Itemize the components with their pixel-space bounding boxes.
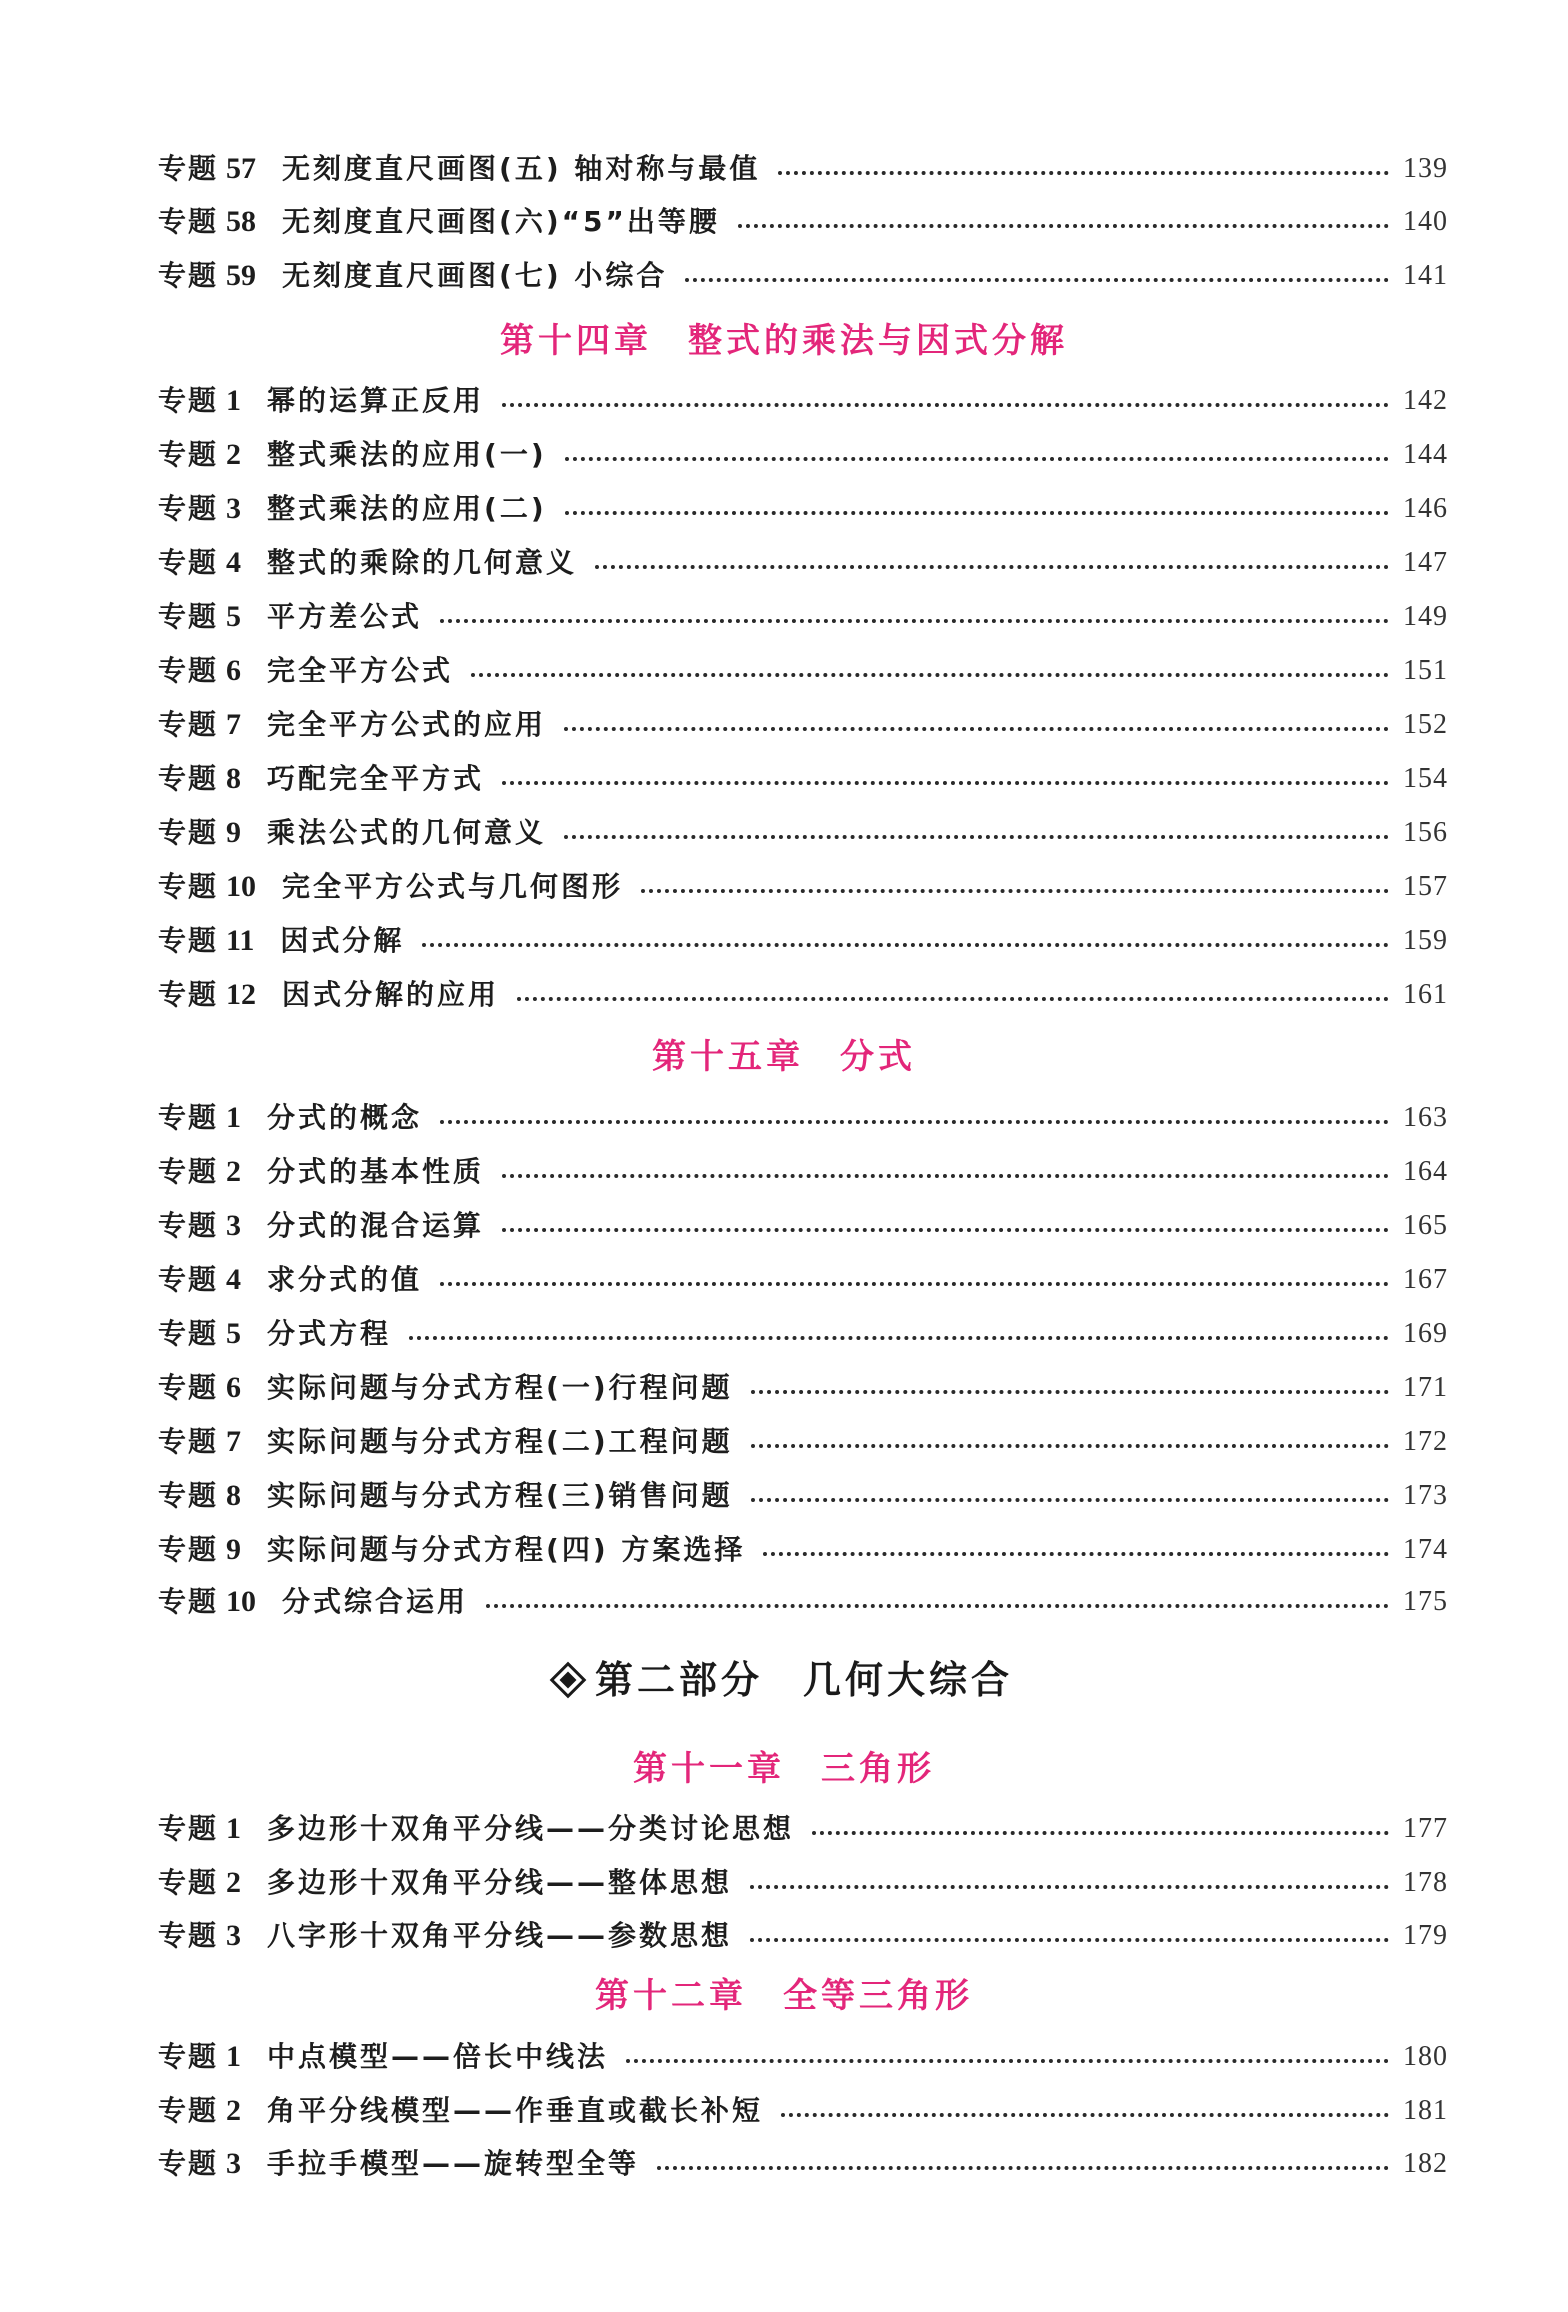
- entry-number: 3: [226, 1919, 242, 1952]
- entry-label: 专题: [158, 546, 219, 579]
- entry-label: 专题: [158, 492, 219, 525]
- entry-page-number: 161: [1403, 979, 1448, 1010]
- toc-entry[interactable]: [158, 1476, 1448, 1516]
- entry-label: 专题: [158, 1155, 219, 1188]
- entry-label: 专题: [158, 2040, 219, 2073]
- toc-entry[interactable]: [158, 256, 1448, 296]
- entry-title: 中点模型——倍长中线法: [267, 2040, 609, 2073]
- entry-number: 2: [226, 438, 242, 471]
- entry-page-number: 159: [1403, 925, 1448, 956]
- entry-page-number: 172: [1403, 1426, 1448, 1457]
- entry-title: 角平分线模型——作垂直或截长补短: [267, 2094, 764, 2127]
- entry-number: 58: [226, 205, 257, 238]
- entry-number: 5: [226, 600, 242, 633]
- toc-entry[interactable]: [158, 651, 1448, 691]
- toc-entry[interactable]: [158, 1530, 1448, 1570]
- entry-page-number: 181: [1403, 2095, 1448, 2126]
- entry-label: 专题: [158, 1479, 219, 1512]
- entry-page-number: 177: [1403, 1813, 1448, 1844]
- entry-page-number: 175: [1403, 1586, 1448, 1617]
- toc-entry[interactable]: [158, 1916, 1448, 1956]
- entry-number: 12: [226, 978, 257, 1011]
- entry-page-number: 169: [1403, 1318, 1448, 1349]
- entry-title: 求分式的值: [267, 1263, 423, 1296]
- entry-number: 2: [226, 2094, 242, 2127]
- dot-leader: [751, 1390, 1389, 1394]
- entry-number: 57: [226, 152, 257, 185]
- entry-label: 专题: [158, 654, 219, 687]
- entry-title: 无刻度直尺画图(七) 小综合: [282, 259, 668, 292]
- entry-title: 分式的概念: [267, 1101, 423, 1134]
- entry-page-number: 171: [1403, 1372, 1448, 1403]
- entry-page-number: 163: [1403, 1102, 1448, 1133]
- entry-label: 专题: [158, 1585, 219, 1618]
- entry-label: 专题: [158, 1425, 219, 1458]
- entry-label: 专题: [158, 2094, 219, 2127]
- dot-leader: [778, 171, 1389, 175]
- entry-number: 59: [226, 259, 257, 292]
- dot-leader: [685, 278, 1389, 282]
- chapter-heading: [0, 1974, 1568, 2018]
- entry-title: 完全平方公式与几何图形: [282, 870, 624, 903]
- entry-title: 实际问题与分式方程(二)工程问题: [267, 1425, 733, 1458]
- chapter-heading: [0, 319, 1568, 363]
- part-title: 几何大综合: [803, 1658, 1014, 1702]
- entry-label: 专题: [158, 1371, 219, 1404]
- dot-leader: [440, 619, 1389, 623]
- dot-leader: [763, 1552, 1389, 1556]
- dot-leader: [471, 673, 1389, 677]
- entry-page-number: 146: [1403, 493, 1448, 524]
- entry-page-number: 140: [1403, 206, 1448, 237]
- entry-title: 乘法公式的几何意义: [267, 816, 547, 849]
- chapter-title: 分式: [840, 1037, 916, 1077]
- diamond-bullet-icon: [550, 1661, 587, 1698]
- entry-label: 专题: [158, 1533, 219, 1566]
- entry-number: 7: [226, 708, 242, 741]
- chapter-heading: [0, 1747, 1568, 1791]
- entry-number: 3: [226, 492, 242, 525]
- entry-number: 11: [226, 924, 255, 957]
- entry-number: 9: [226, 1533, 242, 1566]
- entry-page-number: 180: [1403, 2041, 1448, 2072]
- dot-leader: [486, 1604, 1389, 1608]
- entry-title: 多边形十双角平分线——分类讨论思想: [267, 1812, 795, 1845]
- entry-page-number: 174: [1403, 1534, 1448, 1565]
- toc-entry[interactable]: [158, 1863, 1448, 1903]
- dot-leader: [626, 2059, 1389, 2063]
- part-number: 第二部分: [594, 1658, 763, 1702]
- entry-title: 分式的基本性质: [267, 1155, 485, 1188]
- entry-number: 8: [226, 762, 242, 795]
- toc-entry[interactable]: [158, 381, 1448, 421]
- dot-leader: [812, 1831, 1389, 1835]
- dot-leader: [565, 457, 1389, 461]
- dot-leader: [440, 1120, 1389, 1124]
- dot-leader: [781, 2113, 1389, 2117]
- entry-title: 因式分解: [280, 924, 405, 957]
- entry-title: 因式分解的应用: [282, 978, 500, 1011]
- entry-number: 4: [226, 546, 242, 579]
- entry-number: 2: [226, 1866, 242, 1899]
- toc-entry[interactable]: [158, 2144, 1448, 2184]
- toc-entry[interactable]: [158, 1260, 1448, 1300]
- entry-label: 专题: [158, 924, 219, 957]
- entry-number: 1: [226, 384, 242, 417]
- toc-entry[interactable]: [158, 1206, 1448, 1246]
- dot-leader: [595, 565, 1389, 569]
- dot-leader: [657, 2166, 1389, 2170]
- entry-title: 无刻度直尺画图(六)“5”出等腰: [282, 205, 720, 238]
- entry-title: 完全平方公式的应用: [267, 708, 547, 741]
- dot-leader: [502, 403, 1389, 407]
- entry-title: 无刻度直尺画图(五) 轴对称与最值: [282, 152, 761, 185]
- toc-entry[interactable]: [158, 921, 1448, 961]
- dot-leader: [517, 997, 1389, 1001]
- toc-entry[interactable]: [158, 489, 1448, 529]
- entry-title: 整式乘法的应用(二): [267, 492, 547, 525]
- dot-leader: [564, 835, 1389, 839]
- entry-page-number: 139: [1403, 153, 1448, 184]
- entry-number: 10: [226, 1585, 257, 1618]
- chapter-title: 全等三角形: [783, 1976, 973, 2016]
- entry-title: 分式的混合运算: [267, 1209, 485, 1242]
- toc-entry[interactable]: [158, 435, 1448, 475]
- entry-label: 专题: [158, 152, 219, 185]
- entry-label: 专题: [158, 1317, 219, 1350]
- dot-leader: [750, 1885, 1389, 1889]
- entry-number: 6: [226, 654, 242, 687]
- chapter-number: 第十一章: [633, 1749, 785, 1789]
- entry-label: 专题: [158, 438, 219, 471]
- entry-page-number: 179: [1403, 1920, 1448, 1951]
- entry-label: 专题: [158, 1209, 219, 1242]
- entry-page-number: 149: [1403, 601, 1448, 632]
- toc-entry[interactable]: [158, 1422, 1448, 1462]
- dot-leader: [738, 224, 1389, 228]
- chapter-heading: [0, 1035, 1568, 1079]
- dot-leader: [641, 889, 1389, 893]
- entry-label: 专题: [158, 1919, 219, 1952]
- part-heading: [0, 1655, 1568, 1705]
- entry-label: 专题: [158, 870, 219, 903]
- entry-number: 1: [226, 2040, 242, 2073]
- toc-entry[interactable]: [158, 813, 1448, 853]
- chapter-number: 第十五章: [652, 1037, 804, 1077]
- entry-page-number: 147: [1403, 547, 1448, 578]
- entry-number: 4: [226, 1263, 242, 1296]
- toc-entry[interactable]: [158, 597, 1448, 637]
- entry-title: 巧配完全平方式: [267, 762, 485, 795]
- entry-number: 9: [226, 816, 242, 849]
- entry-label: 专题: [158, 762, 219, 795]
- entry-page-number: 156: [1403, 817, 1448, 848]
- entry-title: 分式综合运用: [282, 1585, 469, 1618]
- toc-entry[interactable]: [158, 1368, 1448, 1408]
- toc-entry[interactable]: [158, 543, 1448, 583]
- toc-entry[interactable]: [158, 1152, 1448, 1192]
- entry-label: 专题: [158, 708, 219, 741]
- dot-leader: [750, 1938, 1389, 1942]
- toc-entry[interactable]: [158, 1809, 1448, 1849]
- dot-leader: [422, 943, 1389, 947]
- entry-label: 专题: [158, 2147, 219, 2180]
- toc-entry[interactable]: [158, 975, 1448, 1015]
- toc-entry[interactable]: [158, 705, 1448, 745]
- entry-label: 专题: [158, 816, 219, 849]
- entry-number: 1: [226, 1812, 242, 1845]
- entry-title: 平方差公式: [267, 600, 423, 633]
- chapter-number: 第十二章: [595, 1976, 747, 2016]
- entry-label: 专题: [158, 1812, 219, 1845]
- entry-number: 2: [226, 1155, 242, 1188]
- entry-title: 整式的乘除的几何意义: [267, 546, 578, 579]
- toc-entry[interactable]: [158, 1582, 1448, 1622]
- entry-page-number: 167: [1403, 1264, 1448, 1295]
- entry-label: 专题: [158, 205, 219, 238]
- entry-page-number: 154: [1403, 763, 1448, 794]
- dot-leader: [751, 1498, 1389, 1502]
- entry-page-number: 182: [1403, 2148, 1448, 2179]
- entry-page-number: 141: [1403, 260, 1448, 291]
- entry-title: 手拉手模型——旋转型全等: [267, 2147, 640, 2180]
- toc-entry[interactable]: [158, 1098, 1448, 1138]
- entry-page-number: 157: [1403, 871, 1448, 902]
- dot-leader: [502, 1174, 1389, 1178]
- entry-page-number: 144: [1403, 439, 1448, 470]
- entry-page-number: 173: [1403, 1480, 1448, 1511]
- entry-title: 完全平方公式: [267, 654, 454, 687]
- toc-entry[interactable]: [158, 759, 1448, 799]
- entry-label: 专题: [158, 978, 219, 1011]
- toc-entry[interactable]: [158, 2091, 1448, 2131]
- dot-leader: [440, 1282, 1389, 1286]
- chapter-title: 整式的乘法与因式分解: [688, 321, 1068, 361]
- entry-page-number: 164: [1403, 1156, 1448, 1187]
- entry-title: 分式方程: [267, 1317, 392, 1350]
- entry-number: 10: [226, 870, 257, 903]
- toc-entry[interactable]: [158, 867, 1448, 907]
- entry-title: 实际问题与分式方程(四) 方案选择: [267, 1533, 746, 1566]
- chapter-title: 三角形: [821, 1749, 935, 1789]
- dot-leader: [565, 511, 1389, 515]
- entry-page-number: 142: [1403, 385, 1448, 416]
- entry-number: 7: [226, 1425, 242, 1458]
- entry-number: 5: [226, 1317, 242, 1350]
- dot-leader: [751, 1444, 1389, 1448]
- dot-leader: [502, 781, 1389, 785]
- toc-entry[interactable]: [158, 1314, 1448, 1354]
- entry-title: 幂的运算正反用: [267, 384, 485, 417]
- entry-number: 3: [226, 2147, 242, 2180]
- entry-label: 专题: [158, 384, 219, 417]
- dot-leader: [564, 727, 1389, 731]
- entry-label: 专题: [158, 1866, 219, 1899]
- dot-leader: [502, 1228, 1389, 1232]
- entry-page-number: 151: [1403, 655, 1448, 686]
- entry-title: 整式乘法的应用(一): [267, 438, 547, 471]
- entry-title: 实际问题与分式方程(三)销售问题: [267, 1479, 733, 1512]
- entry-number: 1: [226, 1101, 242, 1134]
- entry-title: 多边形十双角平分线——整体思想: [267, 1866, 733, 1899]
- entry-label: 专题: [158, 600, 219, 633]
- chapter-number: 第十四章: [500, 321, 652, 361]
- entry-label: 专题: [158, 1263, 219, 1296]
- toc-entry[interactable]: [158, 202, 1448, 242]
- entry-page-number: 152: [1403, 709, 1448, 740]
- entry-number: 3: [226, 1209, 242, 1242]
- entry-title: 八字形十双角平分线——参数思想: [267, 1919, 733, 1952]
- entry-label: 专题: [158, 1101, 219, 1134]
- entry-page-number: 165: [1403, 1210, 1448, 1241]
- entry-number: 8: [226, 1479, 242, 1512]
- entry-title: 实际问题与分式方程(一)行程问题: [267, 1371, 733, 1404]
- entry-page-number: 178: [1403, 1867, 1448, 1898]
- entry-label: 专题: [158, 259, 219, 292]
- toc-entry[interactable]: [158, 149, 1448, 189]
- toc-entry[interactable]: [158, 2037, 1448, 2077]
- dot-leader: [409, 1336, 1389, 1340]
- entry-number: 6: [226, 1371, 242, 1404]
